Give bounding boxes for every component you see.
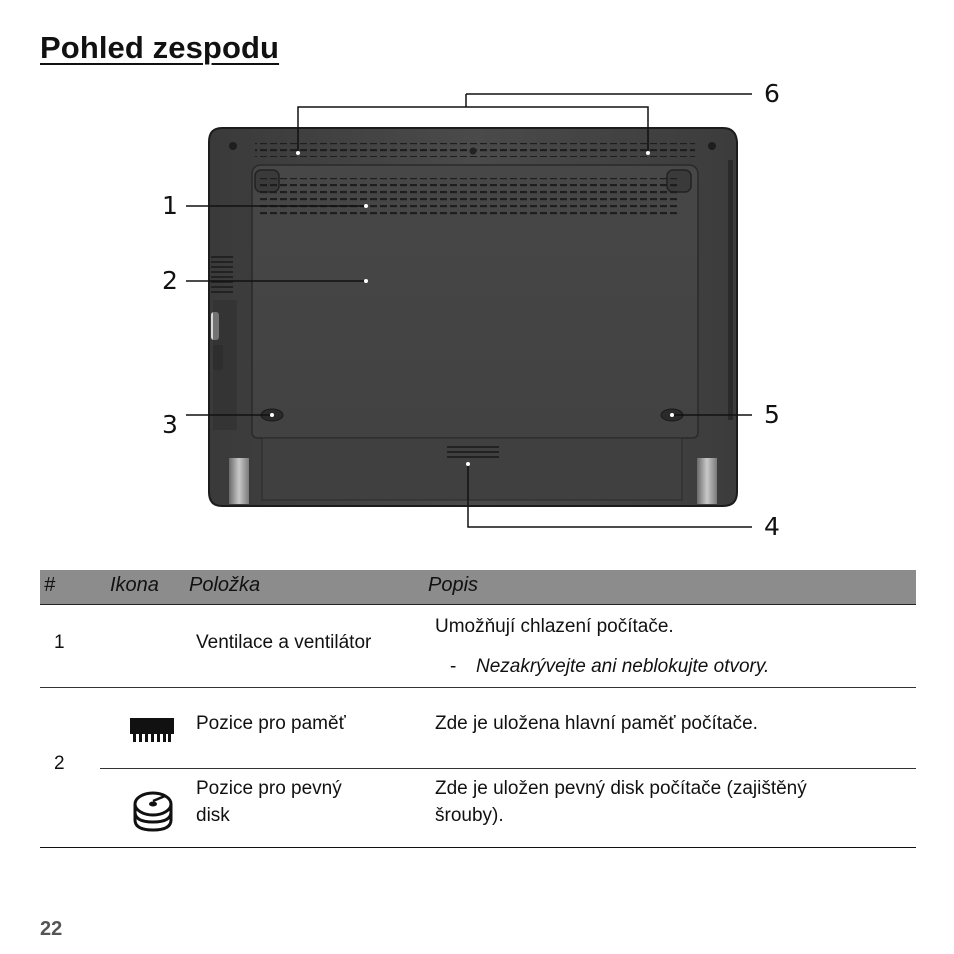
hard-disk-icon: [131, 790, 175, 842]
row-desc-line2: šrouby).: [435, 805, 504, 826]
table-bottom-border: [40, 847, 916, 848]
row-item-line2: disk: [196, 805, 230, 826]
callout-5: 5: [764, 400, 780, 429]
callout-4: 4: [764, 512, 780, 541]
row-item: Pozice pro paměť: [196, 713, 346, 734]
row-desc-line1: Zde je uložen pevný disk počítače (zajištěný: [435, 778, 807, 799]
callout-3: 3: [162, 410, 178, 439]
table-row: [40, 688, 916, 768]
table-row: [40, 768, 916, 848]
table-row: [40, 605, 916, 688]
battery-area: [229, 438, 717, 504]
top-vents: [229, 142, 716, 157]
row-num: 1: [54, 632, 65, 653]
header-desc: Popis: [428, 574, 479, 596]
header-item: Položka: [189, 574, 261, 596]
header-icon: Ikona: [110, 574, 159, 596]
components-table: [40, 570, 916, 848]
callout-1: 1: [162, 191, 178, 220]
header-num: #: [44, 574, 56, 596]
row-desc: Umožňují chlazení počítače.: [435, 616, 674, 637]
row-note: Nezakrývejte ani neblokujte otvory.: [476, 656, 770, 677]
memory-module-icon: [130, 714, 174, 752]
row-item: Ventilace a ventilátor: [196, 632, 372, 653]
row-item-line1: Pozice pro pevný: [196, 778, 342, 799]
row-note-dash: -: [450, 656, 457, 677]
table-header: [40, 570, 916, 605]
page-number: 22: [40, 918, 63, 940]
page-title: Pohled zespodu: [40, 30, 280, 65]
row-num: 2: [54, 753, 65, 774]
callout-2: 2: [162, 266, 178, 295]
callout-6: 6: [764, 79, 780, 108]
row-desc: Zde je uložena hlavní paměť počítače.: [435, 713, 758, 734]
